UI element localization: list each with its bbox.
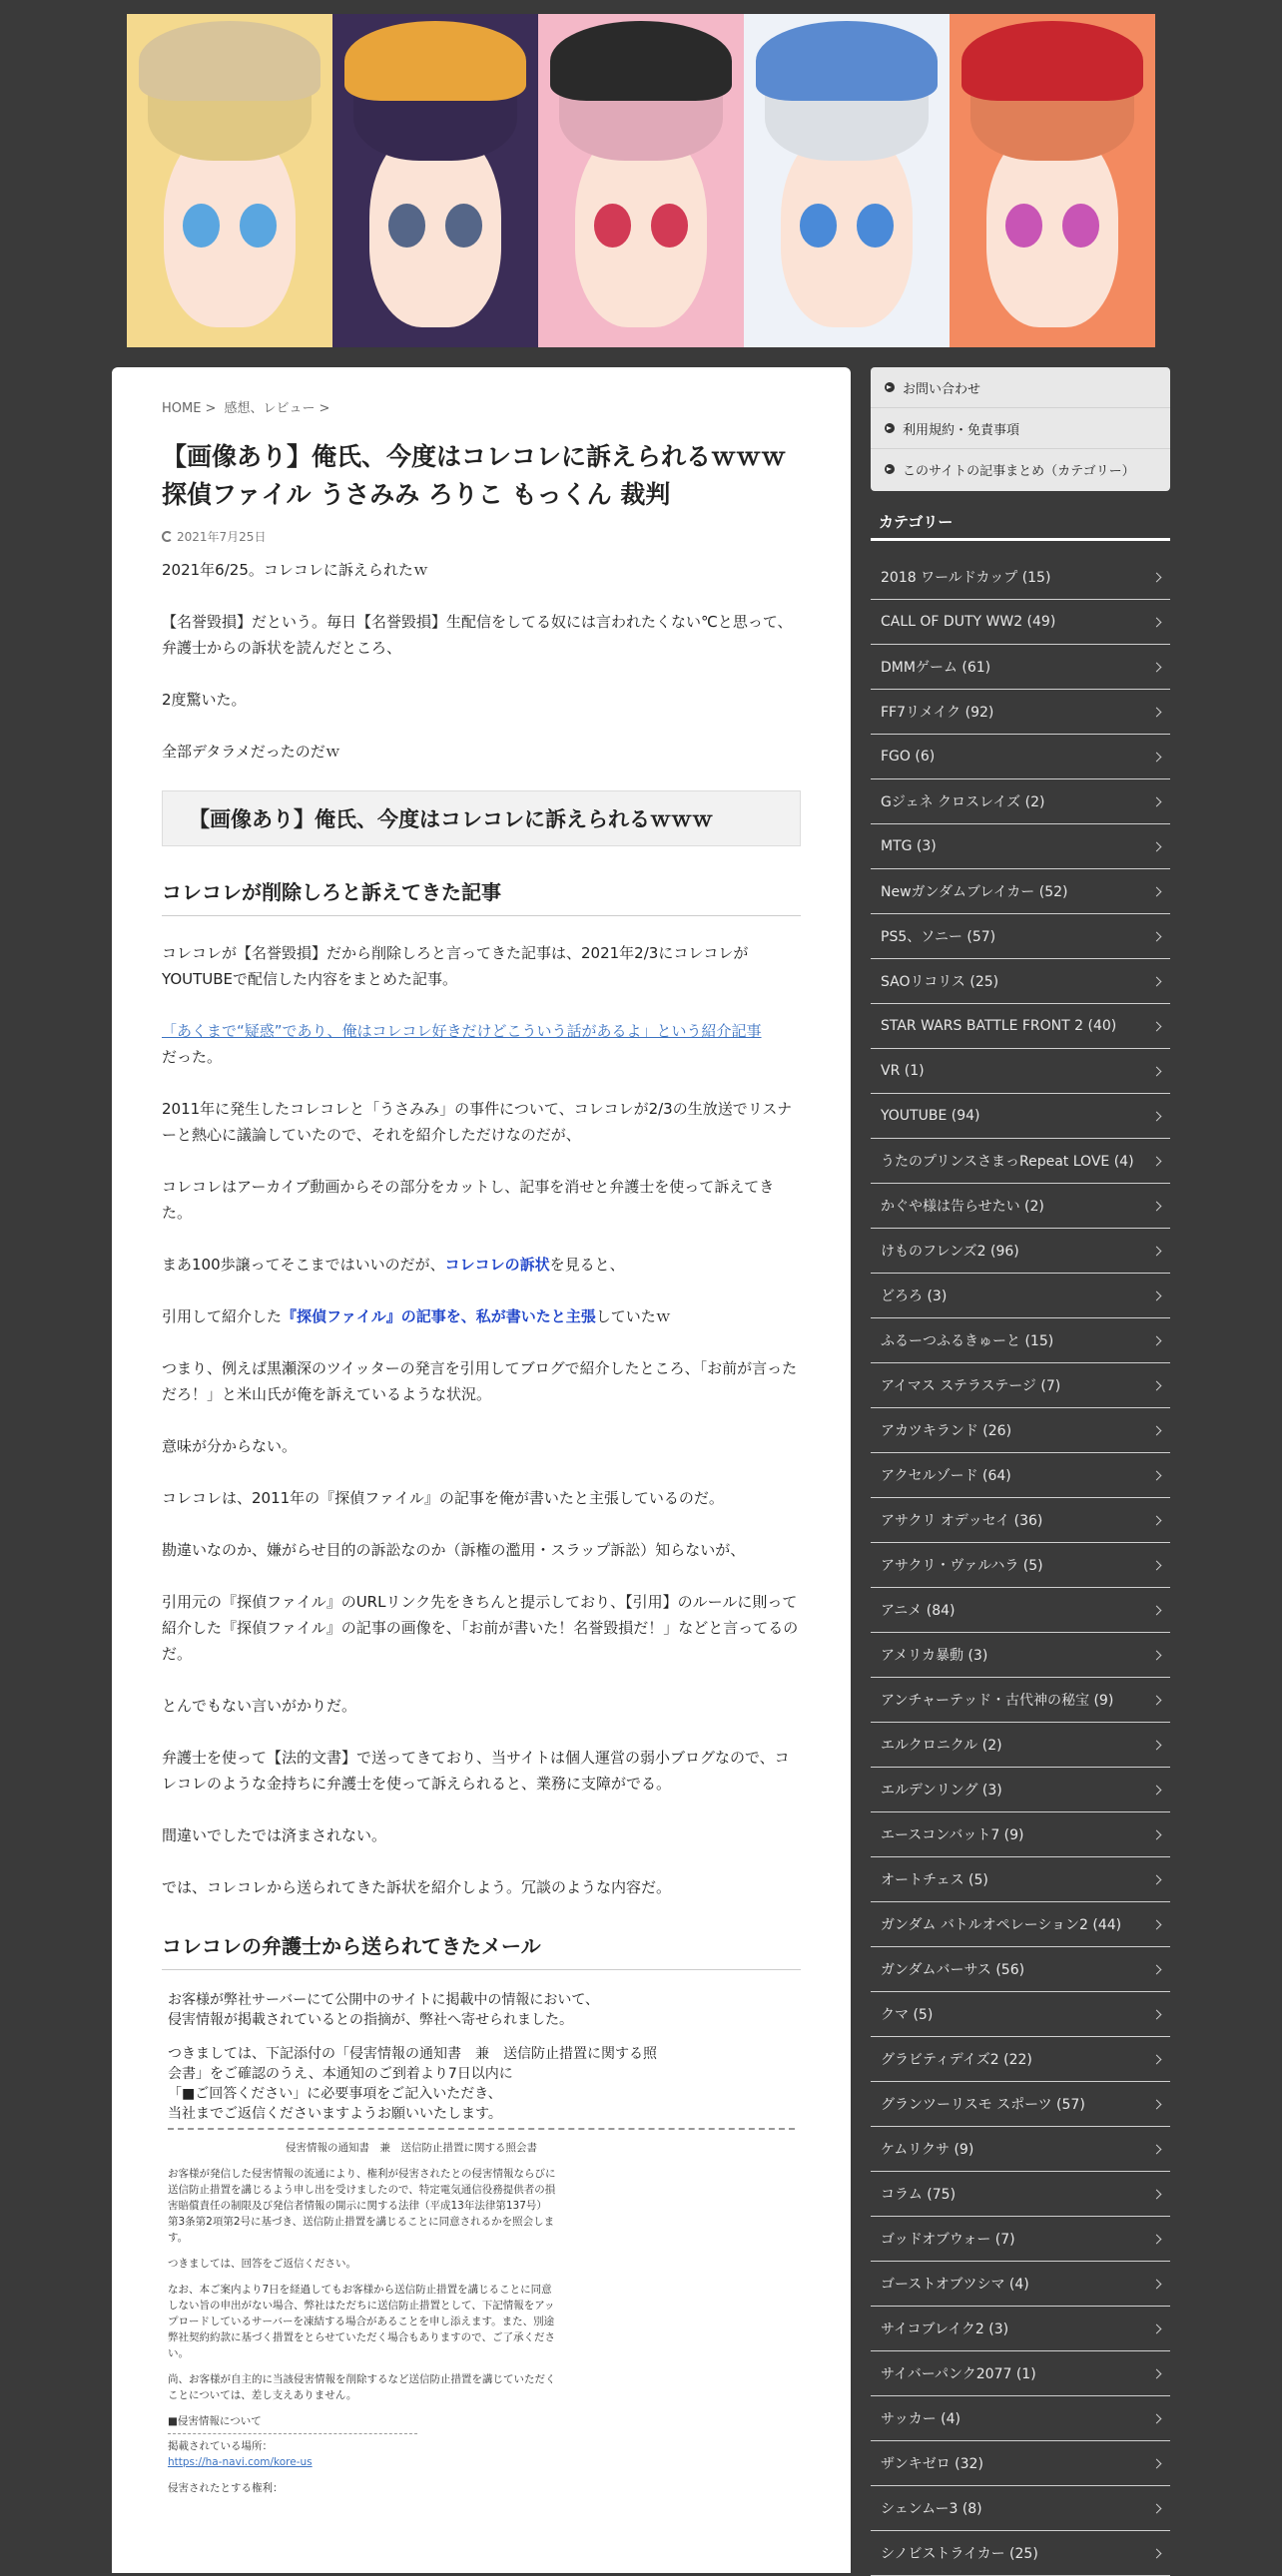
face-eye	[1062, 204, 1099, 247]
category-label: オートチェス (5)	[881, 1872, 988, 1888]
chevron-right-icon	[1152, 841, 1162, 851]
category-label: サイバーパンク2077 (1)	[881, 2366, 1036, 2382]
sidebar-link-contact[interactable]	[871, 367, 1170, 408]
category-item[interactable]	[871, 2441, 1170, 2486]
chevron-right-icon	[1152, 707, 1162, 717]
category-item[interactable]	[871, 1498, 1170, 1543]
category-item[interactable]	[871, 2082, 1170, 2127]
chevron-right-icon	[1152, 1425, 1162, 1435]
category-item[interactable]	[871, 600, 1170, 645]
banner-character	[538, 14, 744, 347]
sidebar-links	[871, 367, 1170, 491]
sidebar-link-label: 利用規約・免責事項	[903, 422, 1020, 438]
paragraph-text: 引用して紹介した	[162, 1307, 283, 1325]
face-eye	[1005, 204, 1042, 247]
arrow-circle-icon	[885, 382, 895, 392]
category-item[interactable]	[871, 2172, 1170, 2217]
face-eye	[800, 204, 837, 247]
category-item[interactable]	[871, 1408, 1170, 1453]
category-label: アンチャーテッド・古代神の秘宝 (9)	[881, 1693, 1114, 1709]
category-label: アサクリ・ヴァルハラ (5)	[881, 1558, 1043, 1574]
paragraph: 2021年6/25。コレコレに訴えられたｗ	[162, 561, 428, 579]
category-label: FF7リメイク (92)	[881, 705, 994, 721]
breadcrumb-sep: >	[205, 401, 217, 416]
letter-text: お客様が発信した侵害情報の流通により、権利が侵害されたとの侵害情報ならびに送信防止措置を講じるよう申し出を受けましたので、特定電気通信役務提供者の損害賠償責任の制限及び発信者情報の開示に関する法律（平成13年法律第137号）第3条第2項第2号に基づき、送信防止措置を講じることに同意されるかを照会します。	[168, 2168, 556, 2244]
category-item[interactable]	[871, 2037, 1170, 2082]
letter-text: なお、本ご案内より7日を経過してもお客様から送信防止措置を講じることに同意しない旨の申出がない場合、弊社はただちに送信防止措置として、下記情報をアップロードしているサーバーを凍結する場合があることを申し添えます。また、別途弊社契約約款に基づく措置をとらせていただく場合もありますので、ご了承ください。	[168, 2284, 555, 2359]
category-label: うたのプリンスさまっRepeat LOVE (4)	[881, 1154, 1134, 1170]
breadcrumb	[162, 397, 801, 416]
post-date-text: 2021年7月25日	[177, 530, 267, 544]
chevron-right-icon	[1152, 796, 1162, 806]
face-eye	[857, 204, 894, 247]
category-item[interactable]	[871, 1049, 1170, 1094]
category-item[interactable]	[871, 1812, 1170, 1857]
chevron-right-icon	[1152, 1695, 1162, 1705]
category-item[interactable]	[871, 1678, 1170, 1723]
article-card	[112, 367, 851, 2573]
chevron-right-icon	[1152, 2323, 1162, 2333]
letter-text: 尚、お客様が自主的に当該侵害情報を削除するなど送信防止措置を講じていただくことについては、差し支えありません。	[168, 2373, 556, 2401]
chevron-right-icon	[1152, 2279, 1162, 2289]
chevron-right-icon	[1152, 2054, 1162, 2064]
article-content	[162, 367, 812, 2496]
page-title: 【画像あり】俺氏、今度はコレコレに訴えられるｗｗｗ 探偵ファイル うさみみ ろりこ もっくん 裁判	[162, 442, 812, 509]
category-label: けものフレンズ2 (96)	[881, 1244, 1019, 1260]
category-label: サッカー (4)	[881, 2411, 962, 2427]
category-item[interactable]	[871, 1857, 1170, 1902]
section-heading: 【画像あり】俺氏、今度はコレコレに訴えられるｗｗｗ	[189, 807, 713, 831]
section-heading-box	[162, 790, 801, 846]
chevron-right-icon	[1152, 1335, 1162, 1345]
chevron-right-icon	[1152, 752, 1162, 762]
category-list	[871, 555, 1170, 2576]
category-label: ゴーストオブツシマ (4)	[881, 2277, 1029, 2293]
category-label: どろろ (3)	[881, 1288, 948, 1304]
header-banner[interactable]	[127, 14, 1155, 347]
banner-character	[332, 14, 538, 347]
paragraph: 弁護士を使って【法的文書】で送ってきており、当サイトは個人運営の弱小ブログなので、コレコレのような金持ちに弁護士を使って訴えられると、業務に支障がでる。	[162, 1749, 790, 1793]
category-item[interactable]	[871, 735, 1170, 779]
category-label: 2018 ワールドカップ (15)	[881, 570, 1051, 586]
category-item[interactable]	[871, 869, 1170, 914]
breadcrumb-home[interactable]: HOME	[162, 401, 202, 416]
chevron-right-icon	[1152, 662, 1162, 672]
category-label: サイコブレイク2 (3)	[881, 2321, 1009, 2337]
intro-article-link[interactable]: 「あくまで“疑惑”であり、俺はコレコレ好きだけどこういう話があるよ」という紹介記事	[162, 1022, 762, 1040]
face-eye	[240, 204, 277, 247]
paragraph: 意味が分からない。	[162, 1437, 298, 1455]
category-label: かぐや様は告らせたい (2)	[881, 1199, 1044, 1215]
chevron-right-icon	[1152, 1874, 1162, 1884]
category-item[interactable]	[871, 555, 1170, 600]
face-hat	[344, 21, 525, 101]
chevron-right-icon	[1152, 1066, 1162, 1076]
category-label: アニメ (84)	[881, 1603, 956, 1619]
category-label: ゴッドオブウォー (7)	[881, 2232, 1015, 2248]
breadcrumb-sep: >	[319, 401, 330, 416]
letter-line: 侵害情報が掲載されているとの指摘が、弊社へ寄せられました。	[168, 2012, 573, 2028]
category-item[interactable]	[871, 1723, 1170, 1768]
paragraph: コレコレは、2011年の『探偵ファイル』の記事を俺が書いたと主張しているのだ。	[162, 1489, 724, 1507]
category-item[interactable]	[871, 779, 1170, 824]
chevron-right-icon	[1152, 2144, 1162, 2154]
face-eye	[388, 204, 425, 247]
letter-url-link[interactable]: https://ha-navi.com/kore-us	[168, 2456, 313, 2468]
chevron-right-icon	[1152, 2189, 1162, 2199]
paragraph: 【名誉毀損】だという。毎日【名誉毀損】生配信をしてる奴には言われたくない℃と思って、弁護士からの訴状を読んだところ、	[162, 613, 793, 657]
paragraph: 2度驚いた。	[162, 691, 247, 709]
category-item[interactable]	[871, 1588, 1170, 1633]
category-item[interactable]	[871, 1139, 1170, 1184]
category-item[interactable]	[871, 1094, 1170, 1139]
category-item[interactable]	[871, 1363, 1170, 1408]
chevron-right-icon	[1152, 1515, 1162, 1525]
paragraph: つまり、例えば黒瀬深のツイッターの発言を引用してブログで紹介したところ、「お前が言っただろ！」と米山氏が俺を訴えているような状況。	[162, 1359, 798, 1403]
letter-subtitle: 侵害情報の通知書 兼 送信防止措置に関する照会書	[286, 2142, 537, 2154]
category-label: CALL OF DUTY WW2 (49)	[881, 614, 1056, 630]
category-item[interactable]	[871, 2486, 1170, 2531]
paragraph: 引用元の『探偵ファイル』のURLリンク先をきちんと提示しており、【引用】のルールに則って紹介した『探偵ファイル』の記事の画像を、「お前が書いた！名誉毀損だ！」などと言ってるのだ。	[162, 1593, 799, 1663]
paragraph: 間違いでしたでは済まされない。	[162, 1826, 387, 1844]
chevron-right-icon	[1152, 1964, 1162, 1974]
category-label: ケムリクサ (9)	[881, 2142, 974, 2158]
category-item[interactable]	[871, 2396, 1170, 2441]
chevron-right-icon	[1152, 1605, 1162, 1615]
subheading: コレコレが削除しろと訴えてきた記事	[162, 876, 801, 916]
face-eye	[594, 204, 631, 247]
letter-text: つきましては、回答をご返信ください。	[168, 2258, 356, 2270]
category-label: アクセルゾード (64)	[881, 1468, 1011, 1484]
category-item[interactable]	[871, 2127, 1170, 2172]
category-label: ザンキゼロ (32)	[881, 2456, 983, 2472]
paragraph: コレコレはアーカイブ動画からその部分をカットし、記事を消せと弁護士を使って訴えてきた。	[162, 1178, 775, 1222]
chevron-right-icon	[1152, 1919, 1162, 1929]
chevron-right-icon	[1152, 572, 1162, 582]
paragraph-text: していたｗ	[595, 1307, 671, 1325]
letter-line: 会書」をご確認のうえ、本通知のご到着より7日以内に	[168, 2066, 513, 2082]
category-item[interactable]	[871, 1543, 1170, 1588]
paragraph	[162, 1018, 801, 1070]
paragraph-text: を見ると、	[549, 1256, 625, 1274]
face-hat	[139, 21, 320, 101]
category-label: クマ (5)	[881, 2007, 934, 2023]
face-hat	[962, 21, 1142, 101]
chevron-right-icon	[1152, 1785, 1162, 1795]
category-item[interactable]	[871, 2217, 1170, 2262]
letter-line: 当社までご返信くださいますようお願いいたします。	[168, 2106, 502, 2122]
category-label: アサクリ オデッセイ (36)	[881, 1513, 1043, 1529]
paragraph: とんでもない言いがかりだ。	[162, 1697, 357, 1715]
category-label: シノビストライカー (25)	[881, 2546, 1038, 2562]
category-item[interactable]	[871, 1992, 1170, 2037]
chevron-right-icon	[1152, 1156, 1162, 1166]
category-heading: カテゴリー	[871, 505, 1170, 541]
paragraph: では、コレコレから送られてきた訴状を紹介しよう。冗談のような内容だ。	[162, 1878, 672, 1896]
chevron-right-icon	[1152, 1650, 1162, 1660]
category-label: STAR WARS BATTLE FRONT 2 (40)	[881, 1018, 1117, 1034]
category-item[interactable]	[871, 1453, 1170, 1498]
letter-text: 掲載されている場所：	[168, 2440, 273, 2452]
banner-character	[950, 14, 1155, 347]
paragraph: コレコレが【名誉毀損】だから削除しろと言ってきた記事は、2021年2/3にコレコレがYOUTUBEで配信した内容をまとめた記事。	[162, 944, 749, 988]
banner-character	[744, 14, 950, 347]
chevron-right-icon	[1152, 2548, 1162, 2558]
chevron-right-icon	[1152, 2099, 1162, 2109]
face-eye	[183, 204, 220, 247]
category-item[interactable]	[871, 1004, 1170, 1049]
category-label: Newガンダムブレイカー (52)	[881, 884, 1068, 900]
paragraph	[162, 1252, 801, 1278]
chevron-right-icon	[1152, 1246, 1162, 1256]
category-item[interactable]	[871, 1318, 1170, 1363]
category-label: エルクロニクル (2)	[881, 1738, 1002, 1754]
category-label: エースコンバット7 (9)	[881, 1827, 1024, 1843]
sidebar-link-terms[interactable]	[871, 408, 1170, 449]
highlight-text: 『探偵ファイル』の記事を、私が書いたと主張	[282, 1307, 596, 1325]
category-label: SAOリコリス (25)	[881, 974, 999, 990]
category-label: アイマス ステラステージ (7)	[881, 1378, 1061, 1394]
category-item[interactable]	[871, 2307, 1170, 2351]
chevron-right-icon	[1152, 2458, 1162, 2468]
category-item[interactable]	[871, 645, 1170, 690]
complaint-email-image	[162, 1990, 801, 2496]
letter-line: 「■ご回答ください」に必要事項をご記入いただき、	[168, 2086, 502, 2102]
sidebar-link-label: このサイトの記事まとめ（カテゴリー）	[903, 463, 1135, 479]
breadcrumb-category[interactable]: 感想、レビュー	[224, 401, 316, 416]
chevron-right-icon	[1152, 2413, 1162, 2423]
sidebar-link-label: お問い合わせ	[903, 381, 981, 397]
face-hat	[550, 21, 731, 101]
letter-text: 侵害されたとする権利：	[168, 2482, 284, 2494]
banner-character	[127, 14, 332, 347]
chevron-right-icon	[1152, 2009, 1162, 2019]
category-item[interactable]	[871, 2531, 1170, 2576]
arrow-circle-icon	[885, 423, 895, 433]
paragraph: 全部デタラメだったのだｗ	[162, 743, 340, 761]
paragraph-text: まあ100歩譲ってそこまではいいのだが、	[162, 1256, 445, 1274]
category-label: Gジェネ クロスレイズ (2)	[881, 794, 1045, 810]
chevron-right-icon	[1152, 1560, 1162, 1570]
category-item[interactable]	[871, 1229, 1170, 1274]
sidebar-link-summary[interactable]	[871, 449, 1170, 489]
category-item[interactable]	[871, 1274, 1170, 1318]
category-item[interactable]	[871, 824, 1170, 869]
paragraph	[162, 1303, 801, 1329]
chevron-right-icon	[1152, 976, 1162, 986]
chevron-right-icon	[1152, 1111, 1162, 1121]
category-label: コラム (75)	[881, 2187, 957, 2203]
chevron-right-icon	[1152, 2503, 1162, 2513]
category-label: ふるーつふるきゅーと (15)	[881, 1333, 1054, 1349]
face-hat	[756, 21, 937, 101]
chevron-right-icon	[1152, 1380, 1162, 1390]
paragraph: 2011年に発生したコレコレと「うさみみ」の事件について、コレコレが2/3の生放送でリスナーと熱心に議論していたので、それを紹介しただけなのだが、	[162, 1100, 793, 1144]
chevron-right-icon	[1152, 1201, 1162, 1211]
paragraph-text: だった。	[162, 1048, 223, 1066]
category-item[interactable]	[871, 1768, 1170, 1812]
letter-text: ■侵害情報について	[168, 2415, 262, 2427]
chevron-right-icon	[1152, 2368, 1162, 2378]
category-item[interactable]	[871, 2262, 1170, 2307]
category-item[interactable]	[871, 2351, 1170, 2396]
subheading: コレコレの弁護士から送られてきたメール	[162, 1930, 801, 1970]
post-date	[162, 528, 801, 545]
chevron-right-icon	[1152, 617, 1162, 627]
complaint-link[interactable]: コレコレの訴状	[444, 1256, 550, 1274]
category-item[interactable]	[871, 1947, 1170, 1992]
letter-line: お客様が弊社サーバーにて公開中のサイトに掲載中の情報において、	[168, 1992, 600, 2008]
chevron-right-icon	[1152, 1470, 1162, 1480]
chevron-right-icon	[1152, 1829, 1162, 1839]
category-label: DMMゲーム (61)	[881, 660, 991, 676]
chevron-right-icon	[1152, 1021, 1162, 1031]
chevron-right-icon	[1152, 886, 1162, 896]
category-label: YOUTUBE (94)	[881, 1108, 980, 1124]
category-label: FGO (6)	[881, 749, 936, 765]
letter-body	[168, 2128, 795, 2496]
category-label: PS5、ソニー (57)	[881, 929, 996, 945]
category-item[interactable]	[871, 959, 1170, 1004]
category-item[interactable]	[871, 1902, 1170, 1947]
category-label: アカツキランド (26)	[881, 1423, 1012, 1439]
arrow-circle-icon	[885, 464, 895, 474]
chevron-right-icon	[1152, 1740, 1162, 1750]
category-label: MTG (3)	[881, 838, 937, 854]
face-eye	[445, 204, 482, 247]
refresh-icon	[162, 531, 173, 542]
category-label: グラビティデイズ2 (22)	[881, 2052, 1032, 2068]
letter-line: つきましては、下記添付の「侵害情報の通知書 兼 送信防止措置に関する照	[168, 2046, 657, 2062]
category-label: グランツーリスモ スポーツ (57)	[881, 2097, 1085, 2113]
category-item[interactable]	[871, 690, 1170, 735]
category-item[interactable]	[871, 1633, 1170, 1678]
category-label: シェンムー3 (8)	[881, 2501, 982, 2517]
category-label: エルデンリング (3)	[881, 1783, 1002, 1799]
paragraph: 勘違いなのか、嫌がらせ目的の訴訟なのか（訴権の濫用・スラップ訴訟）知らないが、	[162, 1541, 746, 1559]
chevron-right-icon	[1152, 1290, 1162, 1300]
category-label: ガンダムバーサス (56)	[881, 1962, 1025, 1978]
category-label: VR (1)	[881, 1063, 925, 1079]
category-item[interactable]	[871, 914, 1170, 959]
chevron-right-icon	[1152, 2234, 1162, 2244]
category-label: ガンダム バトルオペレーション2 (44)	[881, 1917, 1122, 1933]
category-label: アメリカ暴動 (3)	[881, 1648, 988, 1664]
chevron-right-icon	[1152, 931, 1162, 941]
face-eye	[651, 204, 688, 247]
category-item[interactable]	[871, 1184, 1170, 1229]
